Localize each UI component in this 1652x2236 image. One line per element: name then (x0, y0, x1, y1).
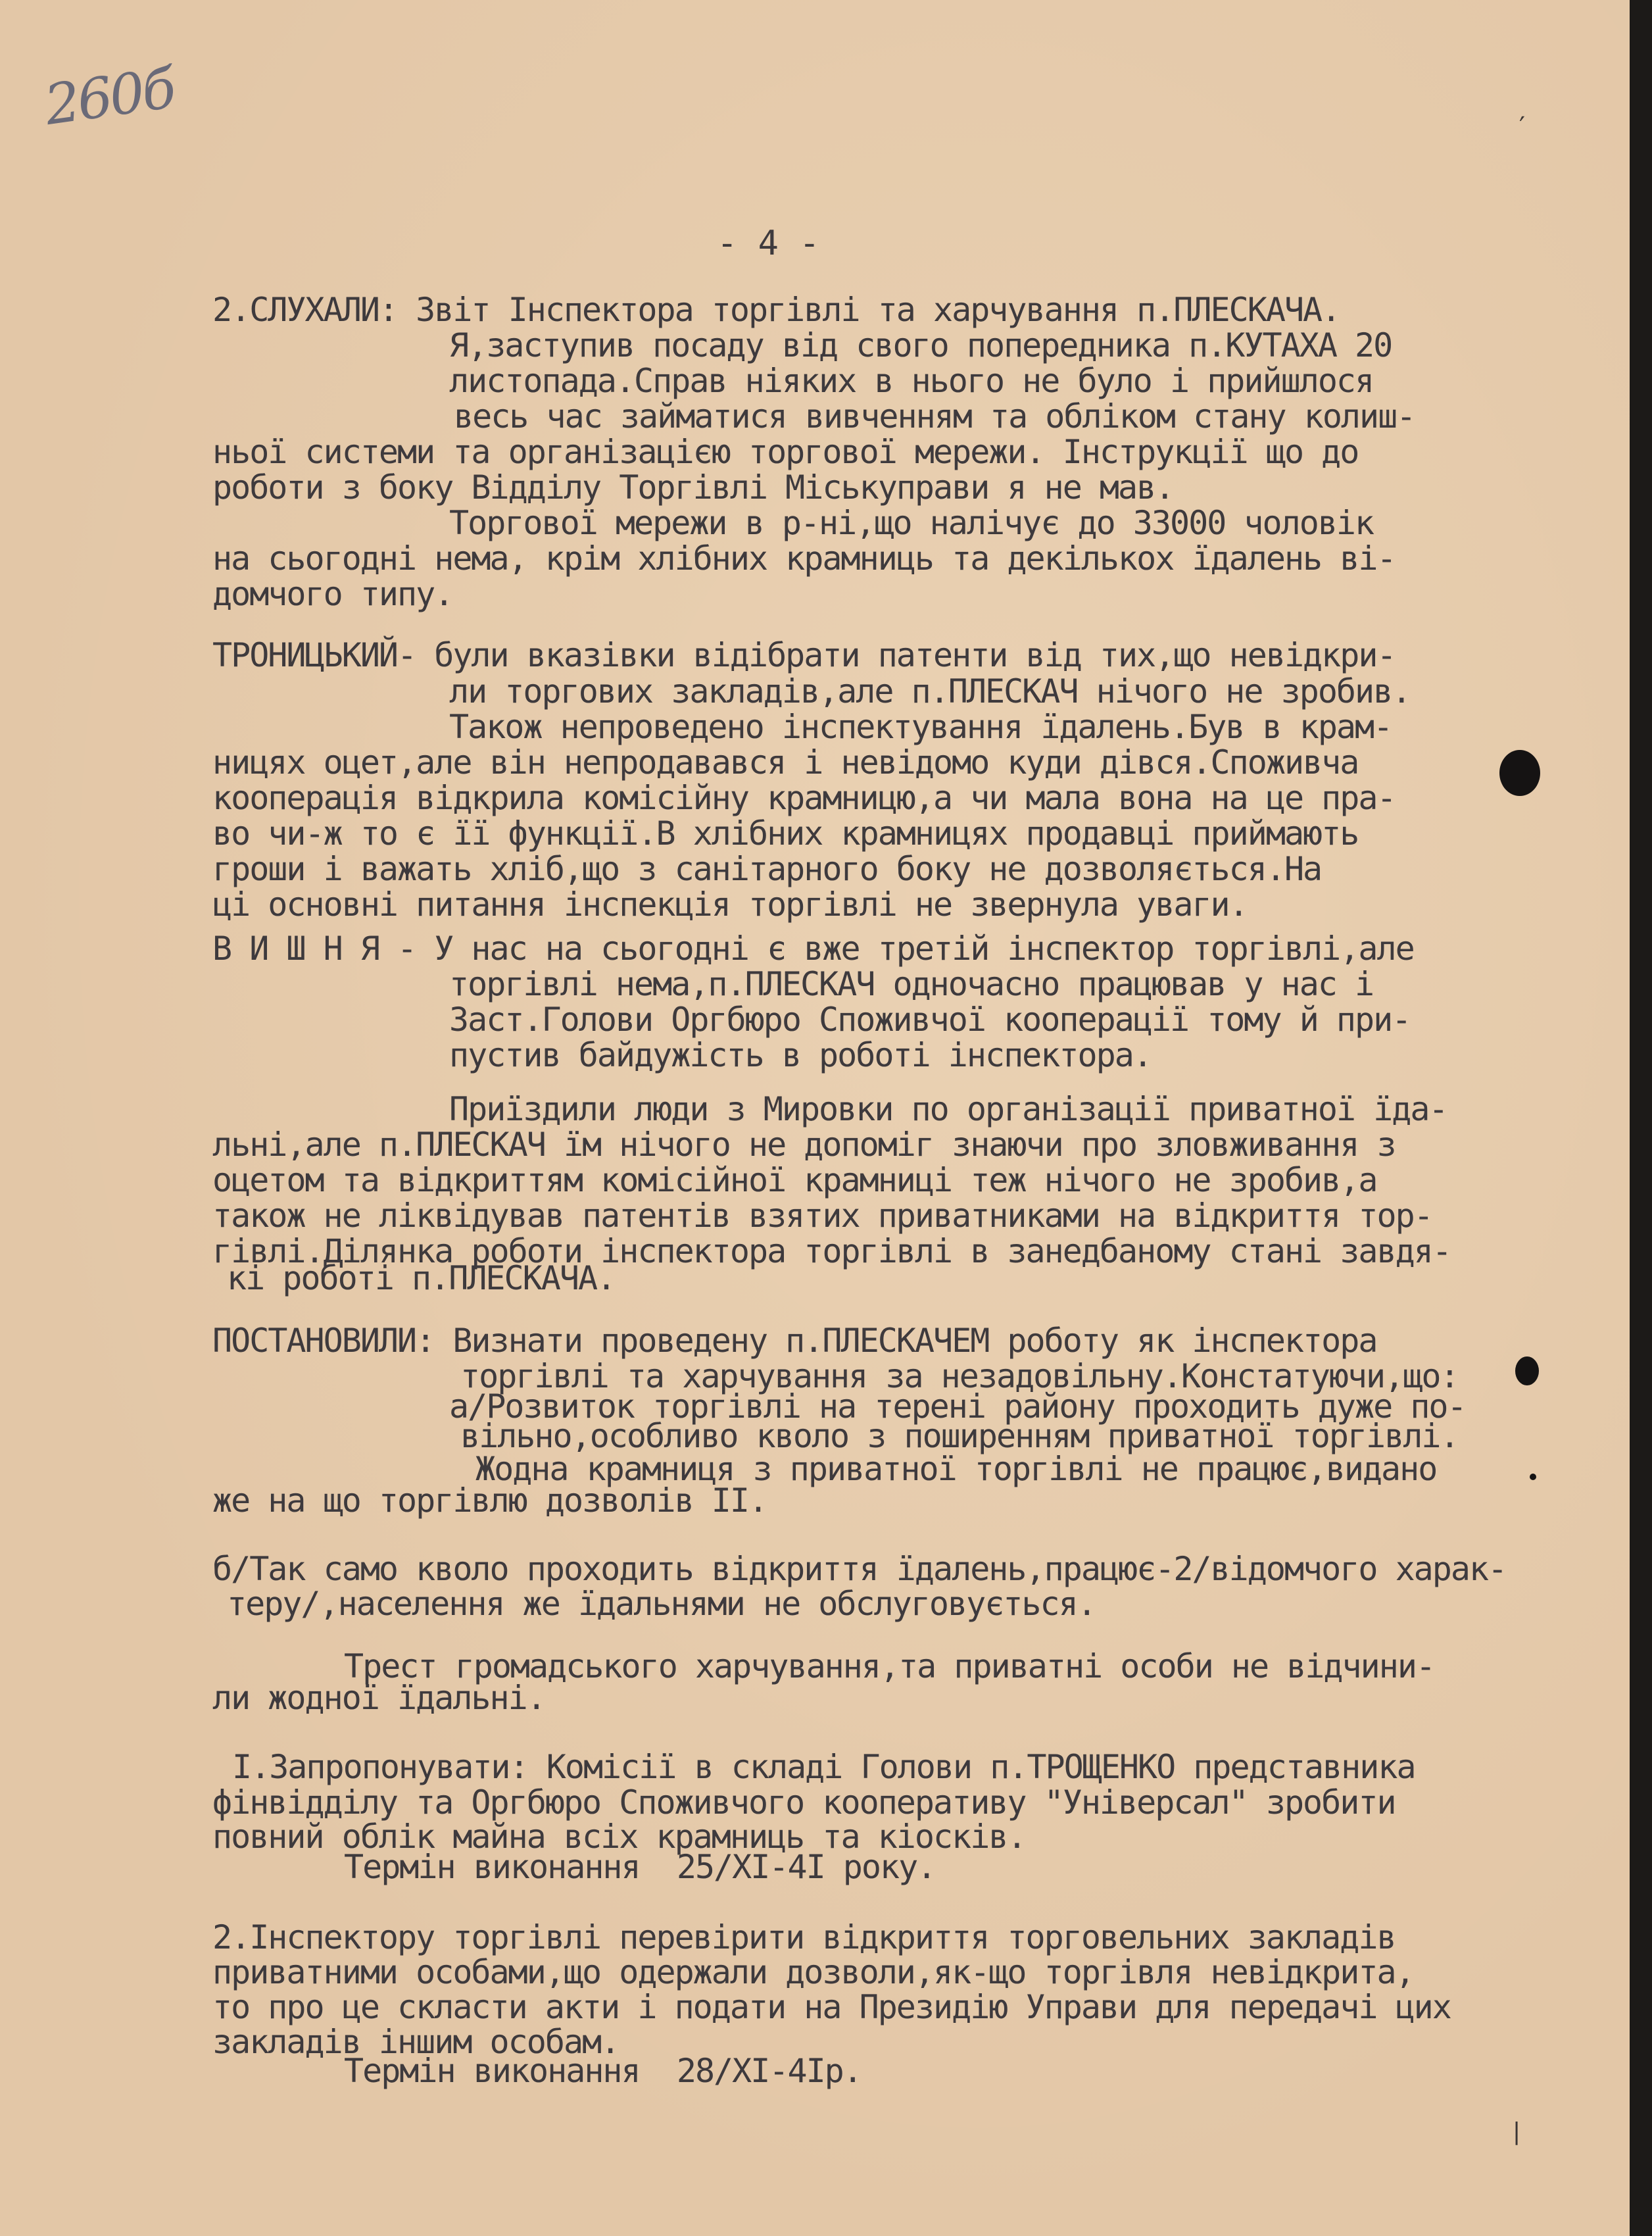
text-line: ли жодної їдальні. (212, 1679, 545, 1717)
text-line: ПОСТАНОВИЛИ: Визнати проведену п.ПЛЕСКАЧЕМ роботу як інспектора (212, 1322, 1377, 1360)
text-line: листопада.Справ ніяких в нього не було і прийшлося (449, 362, 1374, 400)
text-line: Термін виконання 28/ХІ-4Ір. (344, 2052, 862, 2090)
text-line: закладів іншим особам. (212, 2023, 620, 2061)
text-line: фінвідділу та Оргбюро Споживчого кооперативу "Універсал" зробити (212, 1783, 1396, 1822)
text-line: торгівлі та харчування за незадовільну.Констатуючи,що: (460, 1357, 1459, 1395)
text-line: В И Ш Н Я - У нас на сьогодні є вже третій інспектор торгівлі,але (212, 930, 1414, 968)
text-line: кооперація відкрила комісійну крамницю,а чи мала вона на це пра- (212, 779, 1396, 817)
text-line: кі роботі п.ПЛЕСКАЧА. (227, 1259, 616, 1297)
text-line: то про це скласти акти і подати на Президію Управи для передачі цих (212, 1988, 1451, 2026)
text-line: вільно,особливо кволо з поширенням приватної торгівлі. (460, 1417, 1459, 1455)
page-number: - 4 - (717, 224, 820, 263)
text-line: пустив байдужість в роботі інспектора. (449, 1036, 1152, 1074)
ink-dot (1530, 1474, 1536, 1480)
text-line: ТРОНИЦЬКИЙ- були вказівки відібрати патенти від тих,що невідкри- (212, 636, 1396, 674)
text-line: Також непроведено інспектування їдалень.Був в крам- (449, 708, 1392, 746)
text-line: повний облік майна всіх крамниць та кіосків. (212, 1818, 1026, 1856)
text-line: Жодна крамниця з приватної торгівлі не працює,видано (475, 1450, 1437, 1488)
text-line: 2.Інспектору торгівлі перевірити відкриття торговельних закладів (212, 1918, 1396, 1956)
text-line: оцетом та відкриттям комісійної крамниці теж нічого не зробив,а (212, 1161, 1377, 1199)
text-line: ці основні питання інспекція торгівлі не звернула уваги. (212, 885, 1248, 924)
text-line: Торгової мережи в р-ні,що налічує до 33000 чоловік (449, 504, 1374, 542)
text-line: І.Запропонувати: Комісії в складі Голови п.ТРОЩЕНКО представника (232, 1748, 1415, 1786)
text-line: роботи з боку Відділу Торгівлі Міськуправи я не мав. (212, 468, 1174, 507)
text-line: домчого типу. (212, 575, 453, 613)
text-line: приватними особами,що одержали дозволи,як-що торгівля невідкрита, (212, 1953, 1414, 1991)
text-line: во чи-ж то є її функції.В хлібних крамницях продавці приймають (212, 814, 1359, 853)
text-line: льні,але п.ПЛЕСКАЧ їм нічого не допоміг знаючи про зловживання з (212, 1126, 1396, 1164)
text-line: Приїздили люди з Мировки по організації приватної їда- (449, 1090, 1447, 1128)
text-line: на сьогодні нема, крім хлібних крамниць та декількох їдалень ві- (212, 539, 1396, 578)
ink-blot (1499, 750, 1540, 796)
corner-mark: ′ (1519, 112, 1526, 142)
text-line: Я,заступив посаду від свого попередника п.КУТАХА 20 (449, 326, 1392, 364)
edge-mark: | (1513, 2118, 1521, 2145)
text-line: Заст.Голови Оргбюро Споживчої кооперації тому й при- (449, 1001, 1411, 1039)
text-line: ньої системи та організацією торгової мережи. Інструкції що до (212, 433, 1359, 471)
text-line: ницях оцет,але він непродавався і невідомо куди дівся.Споживча (212, 743, 1359, 782)
text-line: 2.СЛУХАЛИ: Звіт Інспектора торгівлі та харчування п.ПЛЕСКАЧА. (212, 291, 1340, 329)
text-line: весь час займатися вивченням та обліком стану колиш- (454, 397, 1415, 435)
text-line: а/Розвиток торгівлі на терені району проходить дуже по- (449, 1387, 1466, 1426)
text-line: ли торгових закладів,але п.ПЛЕСКАЧ нічого не зробив. (449, 672, 1411, 710)
archive-number: 260б (41, 55, 178, 138)
text-line: Термін виконання 25/ХІ-4І року. (344, 1848, 936, 1886)
text-line: же на що торгівлю дозволів II. (212, 1481, 767, 1520)
text-line: також не ліквідував патентів взятих приватниками на відкриття тор- (212, 1197, 1432, 1235)
text-line: Трест громадського харчування,та приватні особи не відчини- (344, 1647, 1435, 1685)
text-line: теру/,населення же їдальнями не обслуговується. (227, 1585, 1096, 1623)
text-line: б/Так само кволо проходить відкриття їдалень,працює-2/відомчого харак- (212, 1550, 1507, 1588)
text-line: гроши і важать хліб,що з санітарного боку не дозволяється.На (212, 850, 1322, 888)
text-line: гівлі.Ділянка роботи інспектора торгівлі в занедбаному стані завдя- (212, 1232, 1451, 1270)
ink-blot (1515, 1356, 1539, 1385)
text-line: торгівлі нема,п.ПЛЕСКАЧ одночасно працював у нас і (449, 965, 1374, 1003)
